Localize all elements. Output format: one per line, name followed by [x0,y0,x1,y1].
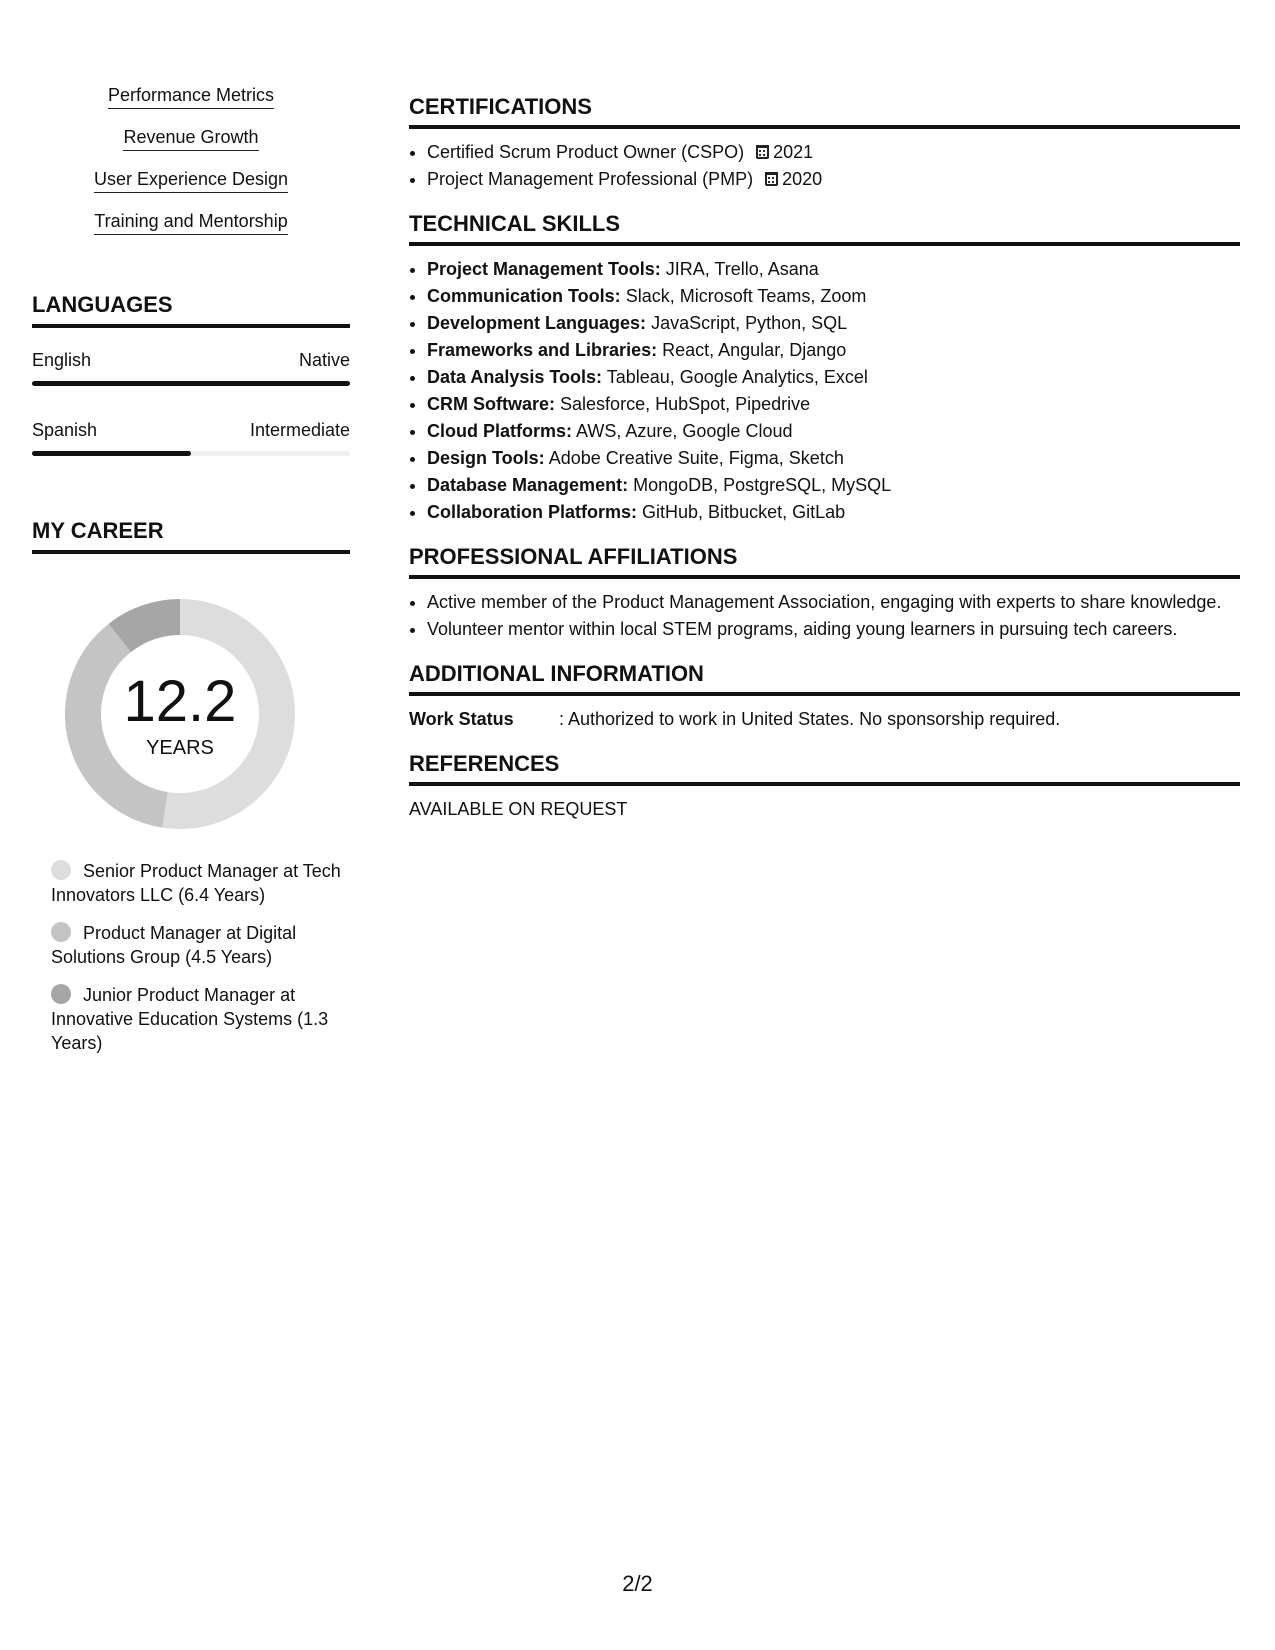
legend-dot-icon [51,922,71,942]
certification-year: 2021 [773,142,814,162]
skill-values: React, Angular, Django [662,340,847,360]
career-heading: MY CAREER [32,518,350,554]
skill-values: Tableau, Google Analytics, Excel [606,367,868,387]
technical-skill-item [427,472,1240,499]
career-legend-item [51,921,341,969]
language-proficiency-bar [32,451,350,456]
language-name: Spanish [32,420,98,440]
certifications-list [409,139,1240,193]
calendar-icon [765,172,778,186]
affiliations-list [409,589,1240,643]
page-number: 2/2 [622,1571,653,1596]
language-level: Native [298,350,350,370]
technical-skill-item [427,418,1240,445]
skill-category: Design Tools: [427,448,545,468]
technical-skill-item [427,256,1240,283]
technical-skills-heading: TECHNICAL SKILLS [409,211,1240,246]
technical-skill-item [427,364,1240,391]
career-legend [51,859,341,1055]
work-status-value: : Authorized to work in United States. No sponsorship required. [559,709,1061,729]
career-donut-chart [65,599,295,829]
language-row [32,398,350,468]
skill-category: Data Analysis Tools: [427,367,603,387]
calendar-icon [756,145,769,159]
language-proficiency-bar [32,381,350,386]
skill-category: CRM Software: [427,394,556,414]
technical-skill-item [427,391,1240,418]
career-total-unit: YEARS [146,737,214,759]
right-column [409,94,1240,823]
skill-values: GitHub, Bitbucket, GitLab [642,502,846,522]
skill-category: Development Languages: [427,313,647,333]
affiliation-item: • Active member of the Product Management Association, engaging with experts to share knowledge. [427,589,1240,616]
legend-dot-icon [51,984,71,1004]
legend-dot-icon [51,860,71,880]
language-name: English [32,350,92,370]
technical-skill-item [427,445,1240,472]
language-proficiency-fill [32,381,350,386]
references-text: AVAILABLE ON REQUEST [409,799,628,819]
skill-category: Project Management Tools: [427,259,661,279]
skill-values: Adobe Creative Suite, Figma, Sketch [548,448,844,468]
career-total-years: 12.2 [123,669,237,734]
career-legend-label: Junior Product Manager at Innovative Education Systems (1.3 Years) [51,985,329,1053]
technical-skill-item [427,310,1240,337]
career-legend-label: Product Manager at Digital Solutions Group (4.5 Years) [51,923,297,967]
skill-tags [32,84,350,252]
skill-category: Database Management: [427,475,629,495]
language-level: Intermediate [249,420,350,440]
work-status-label: Work Status [409,709,514,729]
skill-tag: Performance Metrics [108,84,274,109]
languages-heading: LANGUAGES [32,292,350,328]
language-row [32,328,350,398]
career-legend-item [51,859,341,907]
skill-category: Frameworks and Libraries: [427,340,658,360]
certification-item [427,139,1240,166]
career-legend-item [51,983,341,1055]
skill-values: MongoDB, PostgreSQL, MySQL [633,475,892,495]
career-donut-segment [120,617,180,638]
technical-skills-list [409,256,1240,526]
additional-info-heading: ADDITIONAL INFORMATION [409,661,1240,696]
skill-tag: Training and Mentorship [94,210,287,235]
affiliations-heading: PROFESSIONAL AFFILIATIONS [409,544,1240,579]
career-legend-label: Senior Product Manager at Tech Innovators LLC (6.4 Years) [51,861,341,905]
technical-skill-item [427,337,1240,364]
certification-year: 2020 [782,169,823,189]
skill-values: JIRA, Trello, Asana [665,259,819,279]
skill-values: Slack, Microsoft Teams, Zoom [625,286,867,306]
technical-skill-item [427,499,1240,526]
work-status-row [409,706,1240,733]
skill-tag: User Experience Design [94,168,288,193]
left-column [32,84,350,1069]
skill-values: JavaScript, Python, SQL [651,313,848,333]
skill-values: Salesforce, HubSpot, Pipedrive [560,394,811,414]
skill-category: Communication Tools: [427,286,621,306]
technical-skill-item [427,283,1240,310]
skill-category: Collaboration Platforms: [427,502,638,522]
certifications-heading: CERTIFICATIONS [409,94,1240,129]
references-heading: REFERENCES [409,751,1240,786]
skill-category: Cloud Platforms: [427,421,573,441]
language-proficiency-fill [32,451,191,456]
skill-tag: Revenue Growth [123,126,258,151]
skill-values: AWS, Azure, Google Cloud [576,421,793,441]
certification-item [427,166,1240,193]
certification-name: Certified Scrum Product Owner (CSPO) [427,142,745,162]
certification-name: Project Management Professional (PMP) [427,169,754,189]
affiliation-item: • Volunteer mentor within local STEM programs, aiding young learners in pursuing tech careers. [427,616,1240,643]
